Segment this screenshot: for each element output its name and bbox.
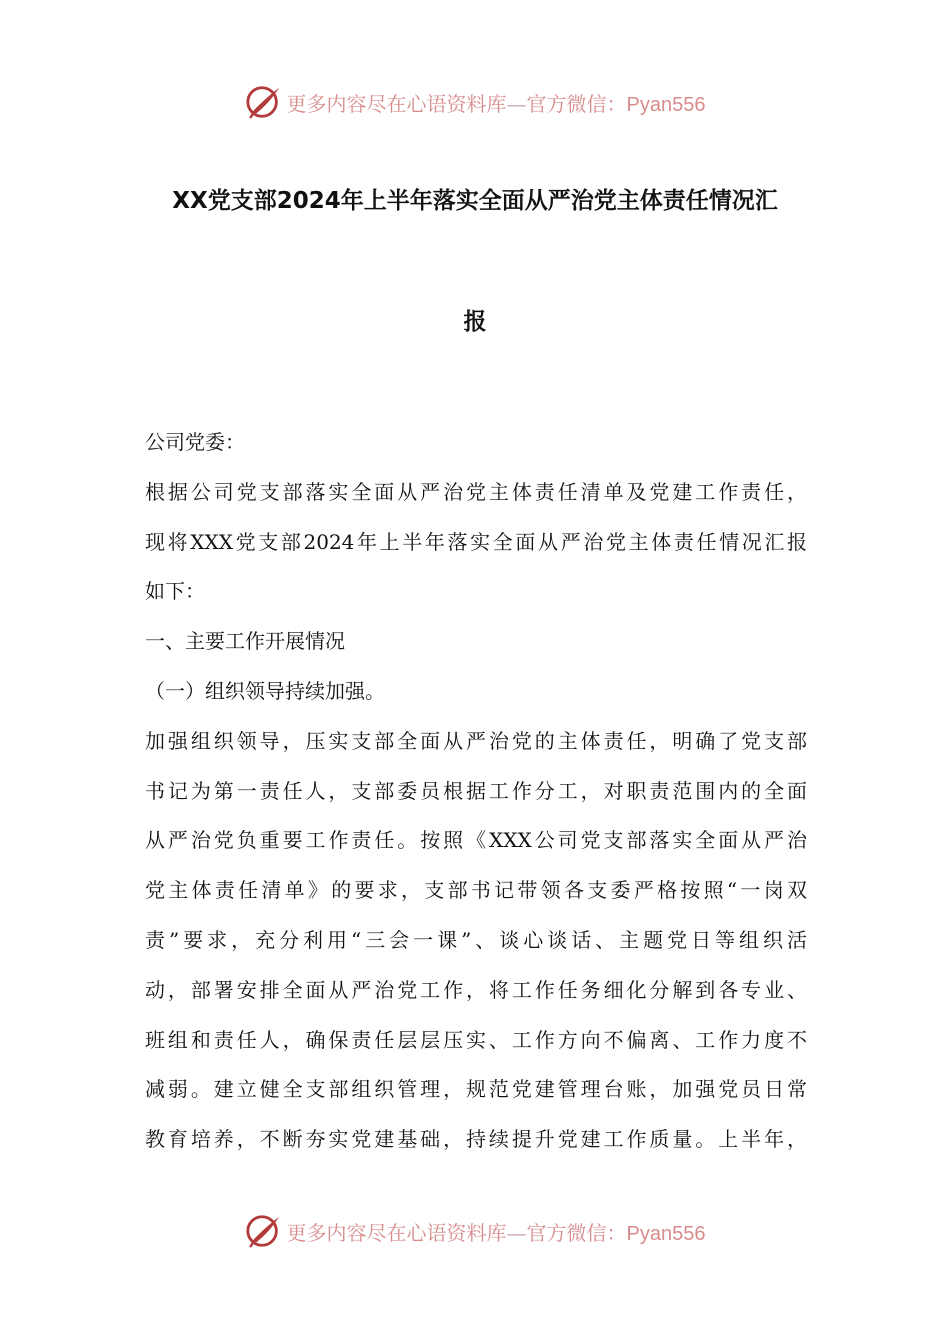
watermark-separator: — bbox=[506, 91, 527, 116]
body-line: 从严治党负重要工作责任。按照《XXX公司党支部落实全面从严治 bbox=[145, 828, 807, 853]
body-line: 减弱。建立健全支部组织管理，规范党建管理台账，加强党员日常 bbox=[145, 1077, 807, 1102]
watermark-header bbox=[0, 82, 950, 122]
watermark-brand: 更多内容尽在心语资料库 bbox=[286, 91, 507, 116]
watermark-brand: 更多内容尽在心语资料库 bbox=[286, 1220, 507, 1245]
watermark-footer bbox=[0, 1211, 950, 1251]
body-line: 加强组织领导，压实支部全面从严治党的主体责任，明确了党支部 bbox=[145, 728, 807, 753]
body-line: 现将XXX党支部2024年上半年落实全面从严治党主体责任情况汇报 bbox=[145, 529, 807, 554]
body-line: 如下： bbox=[145, 579, 205, 604]
document-body bbox=[145, 418, 807, 1165]
quill-logo-icon bbox=[245, 83, 283, 121]
watermark-contact-label: 官方微信： bbox=[526, 1220, 627, 1245]
document-title-line-2: 报 bbox=[463, 309, 487, 335]
watermark-contact-id: Pyan556 bbox=[626, 93, 706, 116]
body-line: 动，部署安排全面从严治党工作，将工作任务细化分解到各专业、 bbox=[145, 977, 807, 1002]
subsection-heading: （一）组织领导持续加强。 bbox=[145, 678, 385, 703]
body-line: 班组和责任人，确保责任层层压实、工作方向不偏离、工作力度不 bbox=[145, 1027, 807, 1052]
section-heading: 一、主要工作开展情况 bbox=[145, 629, 345, 654]
body-line: 党主体责任清单》的要求，支部书记带领各支委严格按照“一岗双 bbox=[145, 878, 807, 903]
watermark-contact-label: 官方微信： bbox=[526, 91, 627, 116]
body-line: 责”要求，充分利用“三会一课”、谈心谈话、主题党日等组织活 bbox=[145, 927, 807, 952]
body-line: 教育培养，不断夯实党建基础，持续提升党建工作质量。上半年， bbox=[145, 1127, 807, 1152]
document-title-line-1: XX党支部2024年上半年落实全面从严治党主体责任情况汇 bbox=[172, 188, 778, 214]
watermark-text bbox=[287, 88, 706, 117]
salutation: 公司党委： bbox=[145, 430, 245, 454]
body-line: 根据公司党支部落实全面从严治党主体责任清单及党建工作责任， bbox=[145, 479, 807, 504]
quill-logo-icon bbox=[245, 1212, 283, 1250]
watermark-text bbox=[287, 1217, 706, 1246]
watermark-separator: — bbox=[506, 1220, 527, 1245]
body-line: 书记为第一责任人，支部委员根据工作分工，对职责范围内的全面 bbox=[145, 778, 807, 803]
watermark-contact-id: Pyan556 bbox=[626, 1222, 706, 1245]
